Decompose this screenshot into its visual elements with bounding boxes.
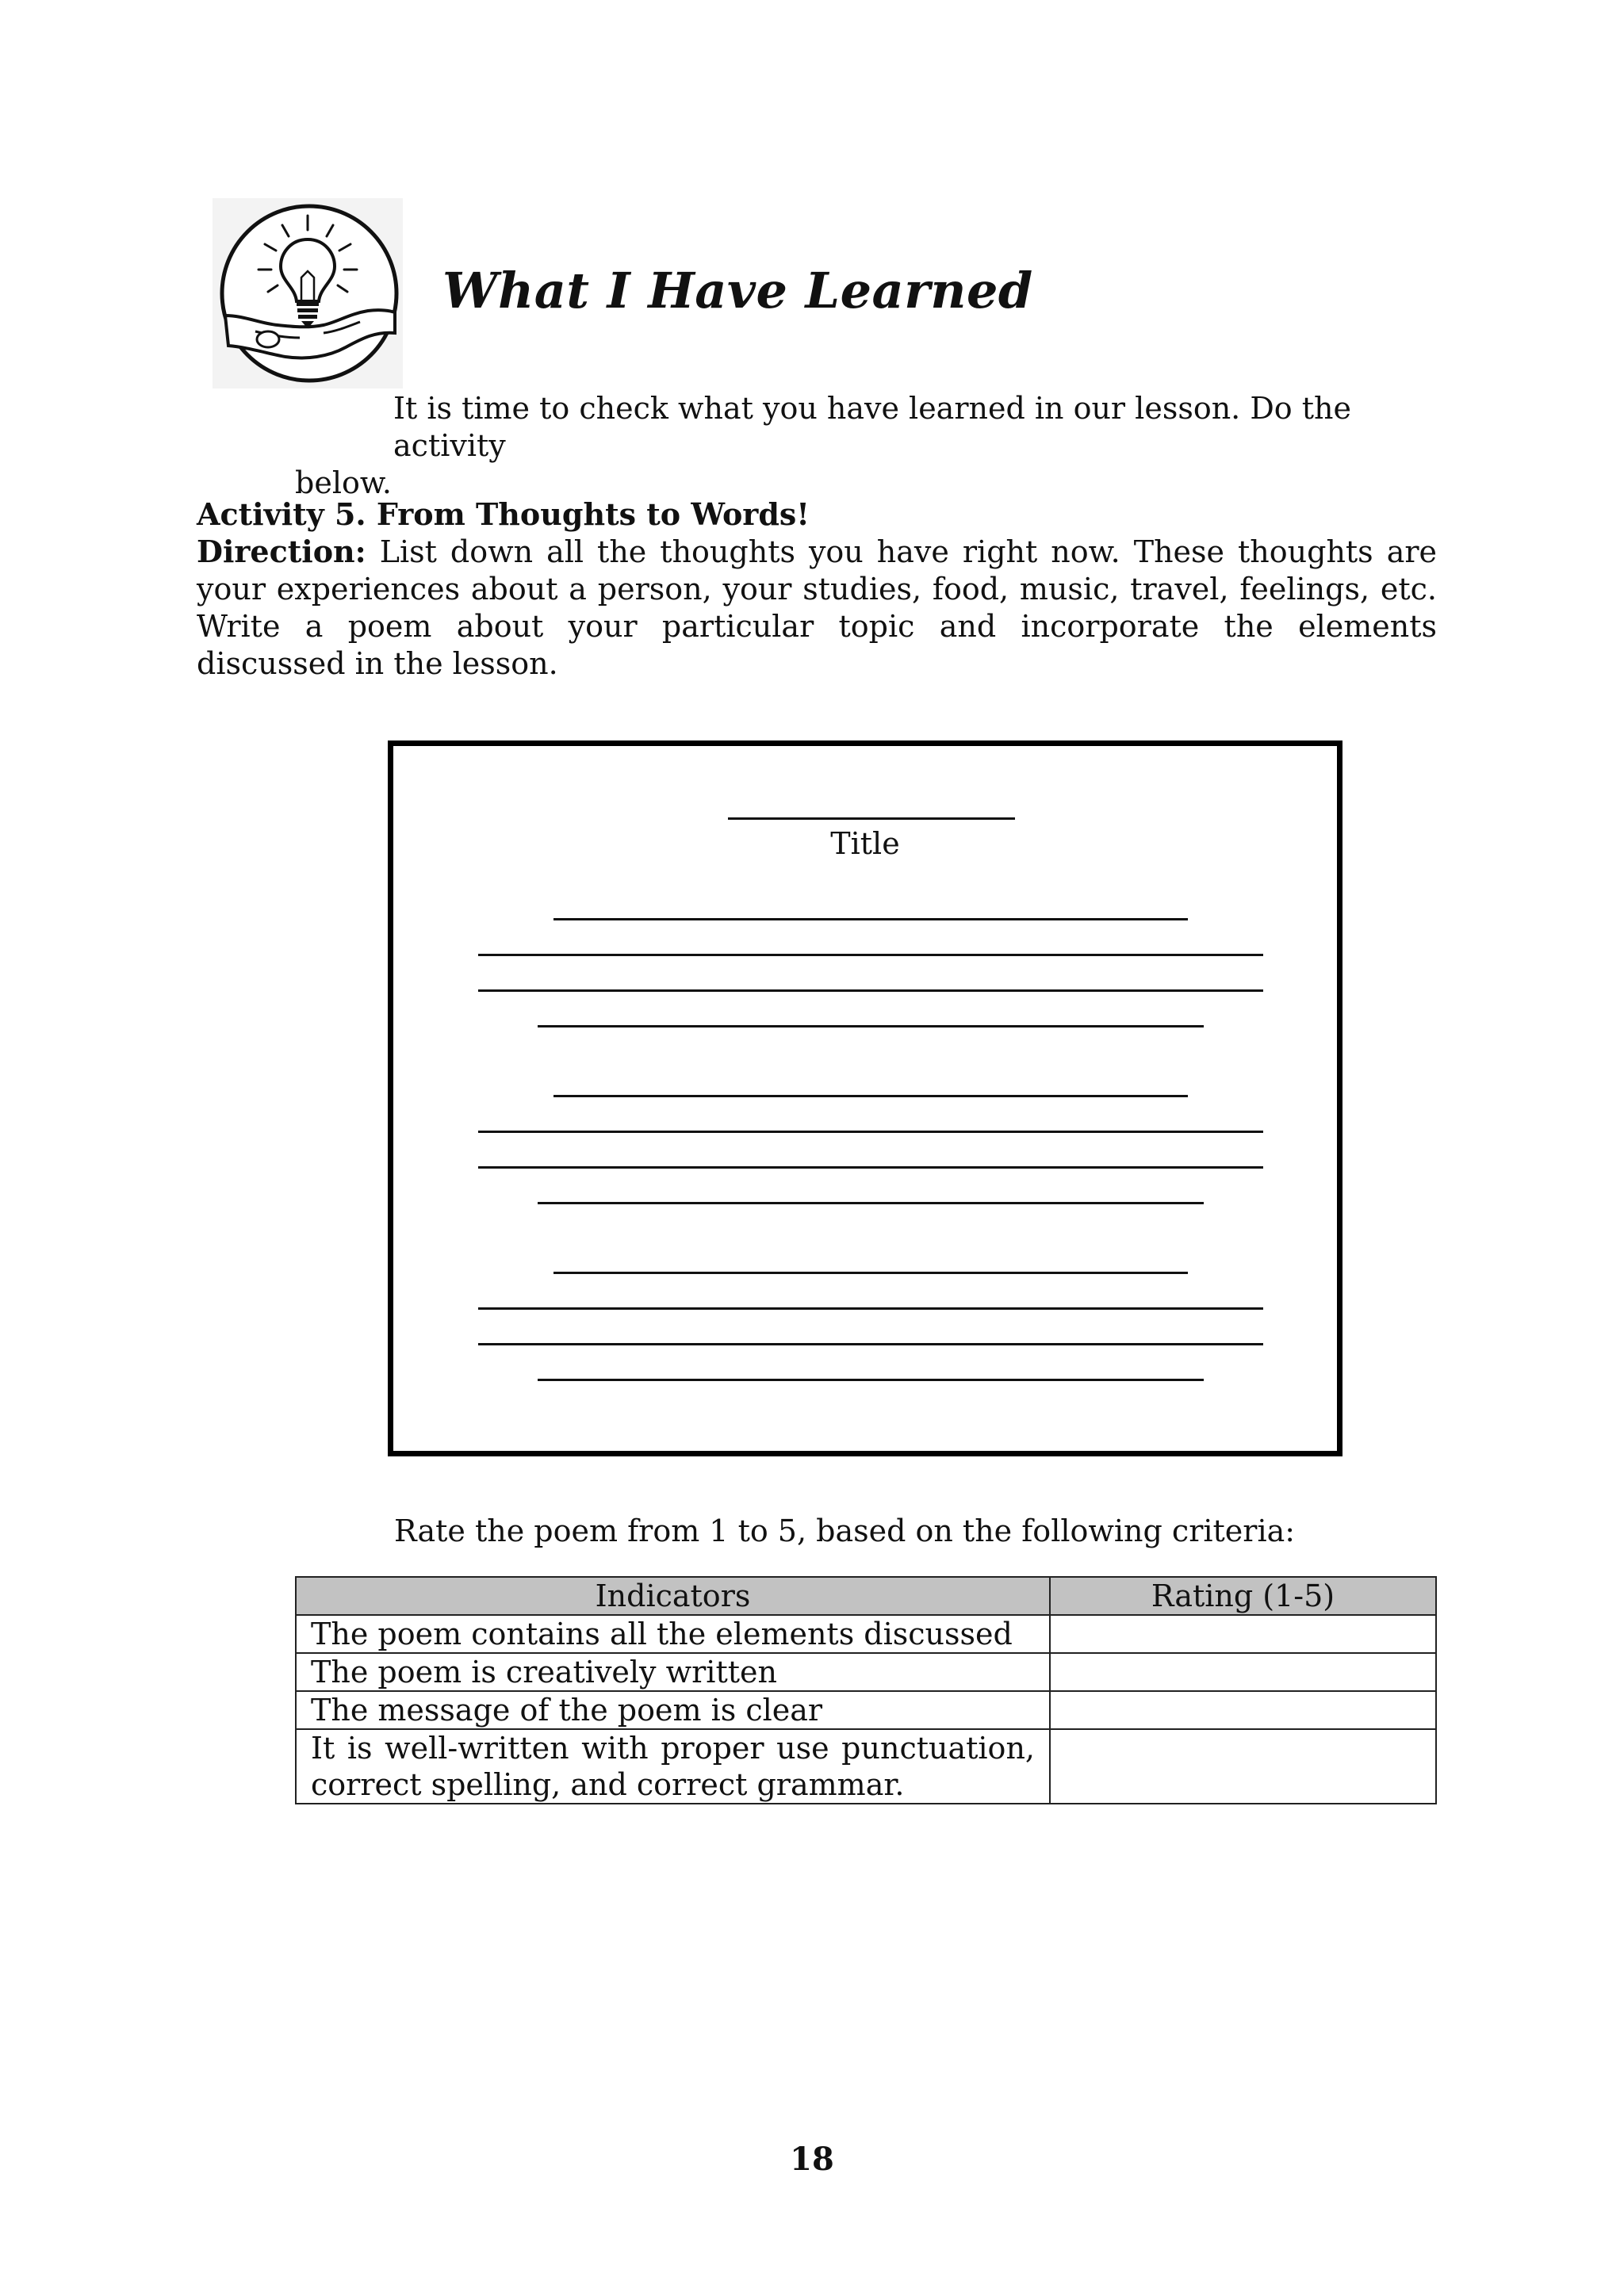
rating-instruction: Rate the poem from 1 to 5, based on the following criteria: xyxy=(394,1513,1296,1548)
section-title: What I Have Learned xyxy=(442,262,1033,320)
intro-line: below. xyxy=(295,465,392,500)
indicator-cell: The message of the poem is clear xyxy=(296,1691,1050,1729)
poem-writing-box xyxy=(388,740,1342,1456)
poem-blank-line[interactable] xyxy=(478,954,1263,956)
title-label: Title xyxy=(830,826,900,861)
direction-text: List down all the thoughts you have right now. These thoughts are your experiences about a person, your studies, food, music, travel, feelings, etc. Write a poem about your particular topic and incorporate the elements discussed in the lesson. xyxy=(197,534,1437,681)
activity-title: Activity 5. From Thoughts to Words! xyxy=(197,496,810,532)
poem-blank-line[interactable] xyxy=(478,1166,1263,1169)
lightbulb-in-hand-icon xyxy=(213,198,403,388)
table-header-row xyxy=(296,1577,1436,1615)
poem-blank-line[interactable] xyxy=(553,1095,1188,1097)
rating-cell[interactable] xyxy=(1050,1729,1436,1804)
poem-blank-line[interactable] xyxy=(538,1202,1204,1204)
rating-cell[interactable] xyxy=(1050,1615,1436,1653)
table-row xyxy=(296,1653,1436,1691)
activity-direction xyxy=(197,533,1437,683)
rating-cell[interactable] xyxy=(1050,1691,1436,1729)
poem-blank-line[interactable] xyxy=(478,1307,1263,1310)
table-row xyxy=(296,1729,1436,1804)
intro-paragraph xyxy=(295,390,1437,502)
table-row xyxy=(296,1615,1436,1653)
header-rating: Rating (1-5) xyxy=(1050,1577,1436,1615)
poem-blank-line[interactable] xyxy=(478,1131,1263,1133)
rating-table xyxy=(295,1576,1437,1804)
page-number: 18 xyxy=(790,2141,834,2178)
rating-cell[interactable] xyxy=(1050,1653,1436,1691)
poem-blank-line[interactable] xyxy=(538,1379,1204,1381)
poem-blank-line[interactable] xyxy=(553,918,1188,920)
header-indicators: Indicators xyxy=(296,1577,1050,1615)
poem-blank-line[interactable] xyxy=(538,1025,1204,1027)
poem-blank-line[interactable] xyxy=(478,989,1263,992)
title-blank-line[interactable] xyxy=(728,817,1015,820)
poem-blank-line[interactable] xyxy=(553,1272,1188,1274)
direction-label: Direction: xyxy=(197,534,366,569)
poem-blank-line[interactable] xyxy=(478,1343,1263,1345)
activity-block xyxy=(197,496,1437,683)
indicator-cell: The poem contains all the elements discussed xyxy=(296,1615,1050,1653)
table-row xyxy=(296,1691,1436,1729)
indicator-cell: The poem is creatively written xyxy=(296,1653,1050,1691)
intro-line: It is time to check what you have learned in our lesson. Do the activity xyxy=(393,391,1351,463)
indicator-cell: It is well-written with proper use punctuation, correct spelling, and correct grammar. xyxy=(296,1729,1050,1804)
